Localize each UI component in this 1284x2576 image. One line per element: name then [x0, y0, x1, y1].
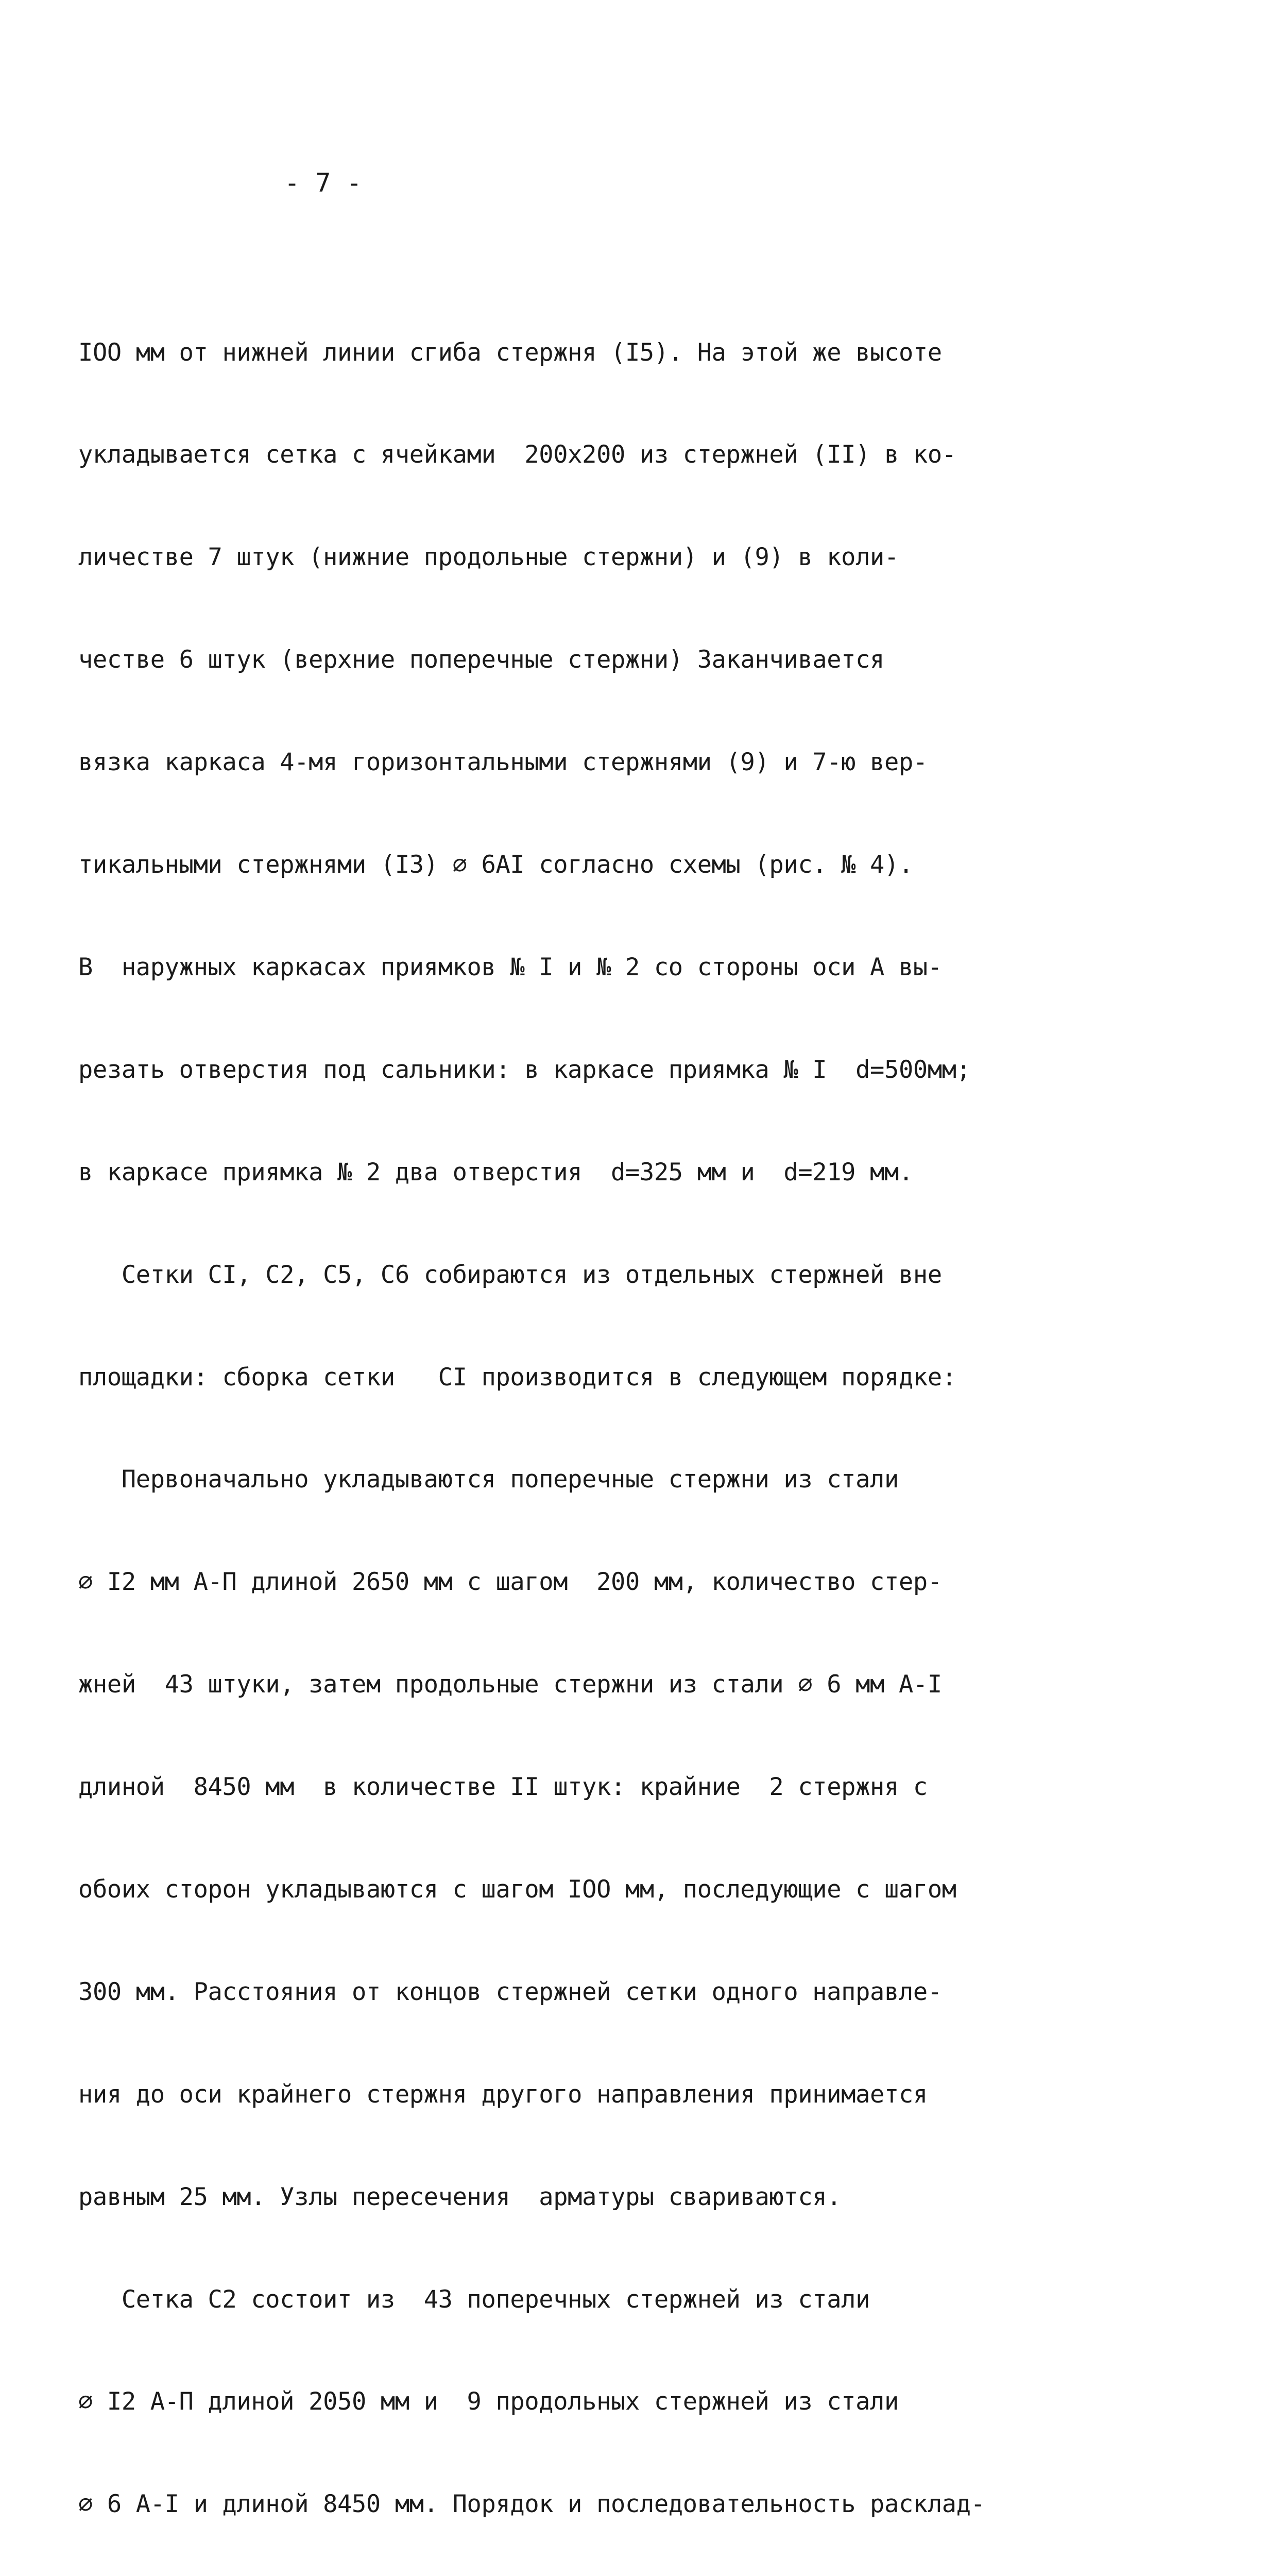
- text-line: тикальными стержнями (I3) ∅ 6АI согласно схемы (рис. № 4).: [78, 851, 913, 879]
- text-line: честве 6 штук (верхние поперечные стержни) Заканчивается: [78, 646, 884, 674]
- page-number: - 7 -: [284, 168, 362, 198]
- text-line: длиной 8450 мм в количестве II штук: крайние 2 стержня с: [78, 1773, 928, 1802]
- text-line: обоих сторон укладываются с шагом IOO мм, последующие с шагом: [78, 1875, 956, 1904]
- text-line: В наружных каркасах приямков № I и № 2 со стороны оси А вы-: [78, 953, 942, 981]
- text-line: укладывается сетка с ячейками 200х200 из стержней (II) в ко-: [78, 440, 956, 469]
- text-line: площадки: сборка сетки CI производится в следующем порядке:: [78, 1363, 956, 1392]
- text-line: вязка каркаса 4-мя горизонтальными стержнями (9) и 7-ю вер-: [78, 748, 928, 777]
- text-line: жней 43 штуки, затем продольные стержни из стали ∅ 6 мм А-I: [78, 1670, 942, 1699]
- text-line: резать отверстия под сальники: в каркасе приямка № I d=500мм;: [78, 1055, 971, 1084]
- text-line: ∅ 6 А-I и длиной 8450 мм. Порядок и последовательность расклад-: [78, 2490, 985, 2519]
- text-line: в каркасе приямка № 2 два отверстия d=325 мм и d=219 мм.: [78, 1158, 913, 1187]
- text-line: Первоначально укладываются поперечные стержни из стали: [78, 1465, 899, 1494]
- text-line: 300 мм. Расстояния от концов стержней сетки одного направле-: [78, 1977, 942, 2006]
- text-line: IOO мм от нижней линии сгиба стержня (I5). На этой же высоте: [78, 338, 942, 367]
- text-line: равным 25 мм. Узлы пересечения арматуры свариваются.: [78, 2182, 842, 2211]
- text-line: ния до оси крайнего стержня другого направления принимается: [78, 2080, 928, 2109]
- text-line: ∅ I2 А-П длиной 2050 мм и 9 продольных стержней из стали: [78, 2387, 899, 2416]
- text-line: Сетки CI, C2, C5, C6 собираются из отдельных стержней вне: [78, 1260, 942, 1289]
- text-line: Сетка C2 состоит из 43 поперечных стержней из стали: [78, 2285, 870, 2314]
- text-line: ∅ I2 мм А-П длиной 2650 мм с шагом 200 мм, количество стер-: [78, 1568, 942, 1597]
- text-line: личестве 7 штук (нижние продольные стержни) и (9) в коли-: [78, 543, 899, 572]
- body-text: [78, 267, 1263, 2576]
